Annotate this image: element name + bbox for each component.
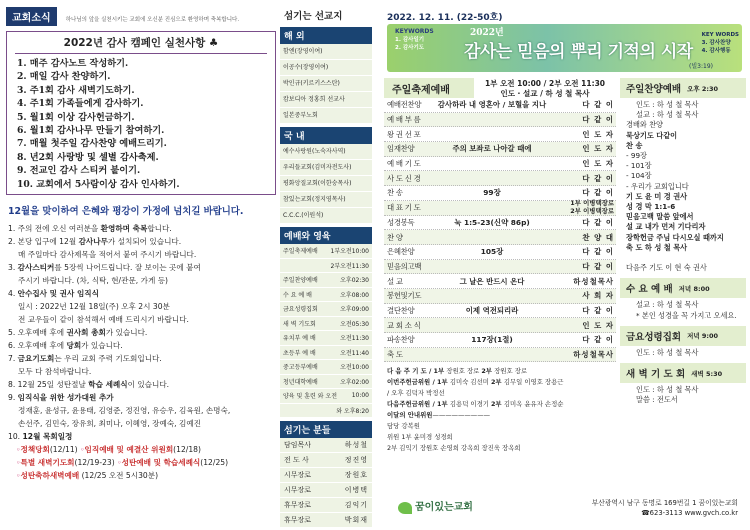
- notice-subline: 모두 다 참석바랍니다.: [18, 367, 92, 377]
- worship-order-row: [384, 245, 616, 260]
- dawn-prayer-info: [620, 383, 746, 407]
- worship-order-row: [384, 260, 616, 275]
- notice-item: [8, 235, 276, 261]
- mission-title: 섬기는 선교지: [280, 6, 372, 24]
- notice-item: [8, 326, 276, 339]
- order-content: 그 날은 반드시 온다: [459, 276, 525, 286]
- duty-row: [387, 399, 613, 410]
- order-person: 다 같 이: [582, 100, 614, 110]
- wednesday-service-header: 수 요 예 배 저녁 8:00: [620, 278, 746, 298]
- mission-item: 우리들교회(김미자전도사): [280, 160, 372, 176]
- worship-order-list: [384, 98, 616, 362]
- schedule-row: [280, 346, 372, 361]
- servant-role: 시무장로: [284, 471, 312, 479]
- notice-text: 6. 오후예배 후에: [8, 341, 67, 351]
- servant-row: [280, 468, 372, 483]
- notice-bold: 환영하며 축복: [100, 224, 148, 234]
- schedule-time: 2부오전11:30: [330, 262, 369, 270]
- schedule-row: [280, 375, 372, 390]
- service-line: 말씀 : 전도서: [636, 395, 678, 405]
- order-name: 축 도: [387, 350, 403, 360]
- order-name: 성경봉독: [387, 217, 415, 227]
- schedule-item: [8, 443, 276, 456]
- worship-order-row: [384, 142, 616, 157]
- notice-item: [8, 261, 276, 287]
- notice-text: 가 설치되어 있습니다.: [107, 237, 182, 247]
- notice-subline: 전 교우들이 같이 참석해서 예배 드리시기 바랍니다.: [18, 315, 189, 325]
- worship-order-row: [384, 98, 616, 113]
- praise-line: - 우리가 교회입니다: [626, 181, 689, 191]
- campaign-item: 8. 년2회 사랑방 및 셀별 감사축제.: [17, 151, 159, 163]
- servants-label: 섬기는 분들: [280, 421, 372, 438]
- notice-text: 합니다.: [147, 224, 172, 234]
- worship-order-row: [384, 216, 616, 231]
- notice-text: 는 우리 교회 주력 기도회입니다.: [54, 354, 162, 364]
- schedule-name: 성탄예배 및 학습세례식: [121, 458, 201, 468]
- servant-row: [280, 513, 372, 528]
- keywords-left: KEYWORDS 1. 감사일기 2. 감사기도: [395, 28, 434, 51]
- domestic-label: 국 내: [280, 127, 372, 144]
- praise-line: [626, 192, 740, 202]
- notice-subline: 주시기 바랍니다. (차, 식탁, 현/관문, 가게 등): [18, 276, 168, 286]
- worship-order-row: [384, 289, 616, 304]
- worship-order-row: [384, 157, 616, 172]
- praise-line: [626, 243, 740, 253]
- campaign-item: 9. 전교인 감사 스티커 붙이기.: [17, 165, 141, 177]
- notice-text: 9.: [8, 393, 18, 403]
- order-name: 찬 송: [387, 188, 403, 198]
- praise-service-order: [620, 98, 746, 275]
- worship-order-row: [384, 318, 616, 333]
- campaign-box: [6, 31, 276, 195]
- order-content: 117장(1절): [471, 335, 513, 345]
- notice-bold: 당회: [66, 341, 82, 351]
- notice-text: 이 있습니다.: [127, 380, 170, 390]
- duty-label: 2부: [490, 378, 504, 387]
- mission-item: C.C.C.(이원석): [280, 208, 372, 224]
- servant-name: 박회재: [344, 516, 368, 524]
- notice-item: [8, 391, 276, 430]
- order-name: 사 도 신 경: [387, 173, 421, 183]
- servant-role: 전 도 사: [284, 456, 309, 464]
- praise-line: - 99장: [626, 151, 647, 161]
- service-line: 인도 : 하 성 철 목사: [636, 347, 699, 357]
- order-person: 사 회 자: [582, 291, 614, 301]
- schedule-time: 10:00: [351, 392, 369, 400]
- duty-label: 이달의 안내위원: [387, 411, 433, 420]
- mission-item: 예수사랑원(노숙자사역): [280, 144, 372, 160]
- theme-year: 2022년: [470, 28, 504, 38]
- praise-bold: 믿음고백 말씀 앞에서: [626, 212, 694, 222]
- service-line: 설교 : 하 성 철 목사: [636, 300, 699, 310]
- duty-row: [387, 366, 613, 377]
- servant-row: [280, 453, 372, 468]
- order-name: 예 배 부 름: [387, 115, 421, 125]
- servant-name: 이병택: [344, 486, 368, 494]
- order-name: 결단찬양: [387, 305, 415, 315]
- schedule-row: [280, 360, 372, 375]
- order-person: 다 같 이: [582, 217, 614, 227]
- schedule-time: 오전05:30: [340, 320, 369, 328]
- praise-bold: 장학헌금 주님 다시오실 때까지: [626, 232, 724, 242]
- worship-schedule-list: [280, 244, 372, 418]
- theme-reference: (빌3:19): [689, 63, 713, 70]
- duty-roster: [384, 364, 616, 456]
- notice-text: 7.: [8, 354, 18, 364]
- overseas-list: [280, 44, 372, 124]
- duty-row: [387, 388, 613, 399]
- mission-item: 일본중부노회: [280, 108, 372, 124]
- duty-names: 장원호 장로: [494, 367, 528, 376]
- order-person: 인 도 자: [582, 144, 614, 154]
- notice-text: 3.: [8, 263, 18, 273]
- worship-order-row: [384, 230, 616, 245]
- notice-bold: 12월 목회일정: [22, 432, 73, 442]
- servant-row: [280, 483, 372, 498]
- campaign-list: [7, 57, 275, 191]
- duty-names: 김미숙 김선미: [449, 378, 491, 387]
- schedule-time: 오후09:00: [340, 306, 369, 314]
- praise-line: [626, 202, 740, 212]
- schedule-time: 1부오전10:00: [330, 248, 369, 256]
- schedule-date: (12/19-23): [74, 458, 118, 468]
- theme-title: 감사는 믿음의 뿌리 기적의 시작: [464, 42, 693, 62]
- schedule-name: 특별 새벽기도회: [20, 458, 75, 468]
- campaign-item: 7. 매월 첫주일 감사찬양 예배드리기.: [17, 138, 167, 150]
- order-person-line: 2부 이병택장로: [570, 206, 614, 215]
- worship-order-row: [384, 113, 616, 128]
- schedule-time: 오후02:30: [340, 277, 369, 285]
- dawn-prayer-header: 새 벽 기 도 회 새벽 5:30: [620, 363, 746, 383]
- order-name: 찬 양: [387, 232, 403, 242]
- schedule-time: 오전10:00: [340, 364, 369, 372]
- church-news-column: [6, 6, 276, 524]
- praise-bold: 성 경 막 1:1-6: [626, 202, 676, 212]
- order-name: 믿음의고백: [387, 261, 422, 271]
- schedule-label: 수 요 예 배: [283, 291, 312, 299]
- praise-service-header: 주일찬양예배 오후 2:30: [620, 78, 746, 98]
- notice-item: [8, 430, 276, 443]
- notice-text: 4.: [8, 289, 18, 299]
- worship-order-row: [384, 127, 616, 142]
- schedule-item: [8, 469, 276, 482]
- order-name: 교 회 소 식: [387, 320, 421, 330]
- notice-bold: 금요기도회: [17, 354, 55, 364]
- order-content: 105장: [480, 247, 504, 257]
- worship-schedule-label: 예배와 영육: [280, 227, 372, 244]
- order-person: 인 도 자: [582, 320, 614, 330]
- notice-text: 가 있습니다.: [81, 341, 123, 351]
- servant-row: [280, 498, 372, 513]
- notice-text: 10.: [8, 432, 23, 442]
- praise-line: [626, 131, 740, 141]
- notice-subline: 매 주일마다 감사제목을 적어서 붙여 주시기 바랍니다.: [18, 250, 197, 260]
- church-address: 부산광역시 남구 동명로 169번길 1 꿈이있는교회 ☎623-3113 www.gvch.co.kr: [591, 499, 738, 517]
- campaign-item: 4. 주1회 가족들에게 감사하기.: [17, 98, 144, 110]
- mission-column: [280, 6, 372, 524]
- schedule-row: [280, 288, 372, 303]
- order-name: 예배전찬양: [387, 100, 422, 110]
- order-person: 인 도 자: [582, 159, 614, 169]
- notice-subline: 일시 : 2022년 12월 18일(주) 오후 2시 30분: [18, 302, 170, 312]
- duty-label: 다 음 주 기 도 / 1부: [387, 367, 447, 376]
- campaign-item: 5. 월1회 이상 감사헌금하기.: [17, 111, 135, 123]
- servant-name: 하성철: [344, 441, 368, 449]
- servant-role: 시무장로: [284, 486, 312, 494]
- schedule-time: 오후02:00: [340, 378, 369, 386]
- worship-order-row: [384, 274, 616, 289]
- order-name: 왕 권 선 포: [387, 129, 421, 139]
- bulletin-header: [377, 6, 745, 76]
- order-person: 하성철목사: [573, 350, 614, 360]
- schedule-row: [280, 317, 372, 332]
- notice-bold: 학습 세례식: [88, 380, 128, 390]
- schedule-date: (12/11): [49, 445, 81, 455]
- schedule-row: [280, 389, 372, 404]
- church-logo-icon: [398, 502, 412, 514]
- bullet-icon: ◦: [16, 445, 21, 455]
- overseas-label: 해 외: [280, 27, 372, 44]
- worship-order-row: [384, 304, 616, 319]
- schedule-row: [280, 404, 372, 419]
- mission-item: 평화앙질교회(이한숭목사): [280, 176, 372, 192]
- schedule-label: 중고등부예배: [283, 364, 318, 372]
- schedule-date: (12/18): [173, 445, 201, 455]
- servant-name: 정진영: [344, 456, 368, 464]
- notice-bold: 감사스티커: [17, 263, 55, 273]
- campaign-item: 6. 월1회 감사나무 만들기 참여하기.: [17, 125, 165, 137]
- schedule-label: 금요성령집회: [283, 306, 318, 314]
- order-content: 99장: [483, 188, 501, 198]
- order-person: 다 같 이: [582, 173, 614, 183]
- notice-text: 5. 오후예배 후에: [8, 328, 67, 338]
- schedule-date: (12/25 오전 5시30분): [79, 471, 159, 481]
- order-name: 봉헌및기도: [387, 291, 422, 301]
- duty-label: 2부: [481, 367, 495, 376]
- order-name: 설 교: [387, 276, 403, 286]
- order-name: 임재찬양: [387, 144, 415, 154]
- schedule-label: 청년대학예배: [283, 378, 318, 386]
- notice-subline: 정재훈, 윤성규, 윤용태, 김영준, 정진영, 유승우, 김육원, 손명숙,: [18, 406, 231, 416]
- praise-bold: 기 도 윤 미 경 권사: [626, 191, 688, 201]
- duty-row: [387, 377, 613, 388]
- order-content: 감사하라 내 영혼아 / 보혈을 지나: [437, 100, 547, 110]
- schedule-name: 정책당회: [20, 445, 50, 455]
- worship-title: 주일축제예배: [384, 78, 474, 98]
- order-person: 하성철목사: [573, 276, 614, 286]
- campaign-item: 10. 교회에서 5사람이상 감사 인사하기.: [17, 178, 180, 190]
- campaign-item: 3. 주1회 감사 새벽기도하기.: [17, 84, 135, 96]
- friday-service-info: [620, 346, 746, 360]
- praise-line: [626, 222, 740, 232]
- schedule-label: 주일찬양예배: [283, 277, 318, 285]
- praise-bold: 찬 송: [626, 140, 643, 150]
- praise-line: 설교 : 하 성 철 목사: [636, 110, 699, 120]
- schedule-item: [8, 456, 276, 469]
- schedule-label: 초등부 예 배: [283, 349, 316, 357]
- order-person: 다 같 이: [582, 188, 614, 198]
- servant-name: 장원호: [344, 471, 368, 479]
- praise-line: [626, 141, 740, 151]
- order-content: 눅 1:5-23(신약 86p): [454, 217, 530, 227]
- praise-line: - 104장: [626, 171, 652, 181]
- schedule-time: 오전11:40: [340, 349, 369, 357]
- praise-bold: 설 교 내가 먼저 기다리자: [626, 222, 706, 232]
- duty-label: 다음주헌금위원 / 1부: [387, 400, 450, 409]
- schedule-label: 주일축제예배: [283, 248, 318, 256]
- duty-names: 김미옥 윤유자 손정순: [503, 400, 564, 409]
- order-person: 다 같 이: [582, 247, 614, 257]
- praise-line: [626, 233, 740, 243]
- mission-item: 이공수(장영이여): [280, 60, 372, 76]
- worship-time: 1부 오전 10:00 / 2부 오전 11:30 인도 · 설교 / 하 성 철 목사: [484, 79, 606, 98]
- order-name: 예 배 기 도: [387, 159, 421, 169]
- duty-names: 장원호 장로: [446, 367, 482, 376]
- order-content: 이제 역전되리라: [465, 305, 519, 315]
- worship-order-row: [384, 333, 616, 348]
- schedule-row: [280, 244, 372, 259]
- notice-bold: 임직식을 위한 성가대원 추가: [17, 393, 114, 403]
- schedule-row: [280, 331, 372, 346]
- order-person: 찬 양 대: [582, 232, 614, 242]
- duty-label: 이번주헌금위원 / 1부: [387, 378, 450, 387]
- other-services-column: [620, 78, 746, 496]
- schedule-name: 성탄축하새벽예배: [20, 471, 80, 481]
- duty-row: [387, 443, 613, 454]
- notice-subline: 손선주, 김민숙, 장유희, 최미나, 이혜영, 장예숙, 김예진: [18, 419, 202, 429]
- bullet-icon: ◦: [16, 458, 21, 468]
- duty-names: 담당 강복원: [387, 422, 420, 431]
- order-person: 다 같 이: [582, 305, 614, 315]
- bulletin-date: 2022. 12. 11. (22-50호): [387, 13, 503, 23]
- praise-bold: 묵상기도 다같이: [626, 130, 678, 140]
- praise-bold: 축 도 하 성 철 목사: [626, 242, 688, 252]
- order-name: 파송찬양: [387, 335, 415, 345]
- schedule-label: 양육 및 훈련 와 오전: [283, 393, 337, 401]
- order-person: 다 같 이: [582, 261, 614, 271]
- servants-list: [280, 438, 372, 528]
- service-line: * 본인 성경을 꼭 가지고 오세요.: [636, 310, 737, 320]
- mission-item: 박인규(키르키스스탄): [280, 76, 372, 92]
- duty-row: [387, 410, 613, 421]
- notice-text: 1. 주의 전에 오신 여러분을: [8, 224, 101, 234]
- notice-item: [8, 339, 276, 352]
- worship-header: [384, 78, 616, 98]
- duty-names: 위원 1부 윤미경 성경희: [387, 433, 453, 442]
- order-name: 대 표 기 도: [387, 203, 421, 213]
- duty-names: 김무일 이영호 장용근: [503, 378, 564, 387]
- notice-heading: 12월을 맞이하여 은혜와 평강이 가정에 넘치길 바랍니다.: [8, 206, 244, 218]
- praise-line: 경배와 찬양: [626, 120, 664, 130]
- praise-line: 다음주 기도 이 현 숙 권사: [626, 263, 707, 273]
- notice-text: 가 있습니다.: [105, 328, 148, 338]
- schedule-name: 임직예배 및 예결산 위원회: [84, 445, 174, 455]
- servant-role: 휴무장로: [284, 516, 312, 524]
- praise-line: [626, 212, 740, 222]
- mission-item: 함엔(장영이여): [280, 44, 372, 60]
- schedule-time: 와 오후8:20: [336, 407, 369, 415]
- notice-text: 8. 12월 25일 성탄절날: [8, 380, 89, 390]
- bullet-icon: ◦: [16, 471, 21, 481]
- bullet-icon: ◦: [117, 458, 122, 468]
- worship-order-row: [384, 171, 616, 186]
- service-line: 인도 : 하 성 철 목사: [636, 385, 699, 395]
- notice-list: [6, 222, 276, 482]
- servant-role: 담임목사: [284, 441, 312, 449]
- order-name: 은혜찬양: [387, 247, 415, 257]
- notice-text: 를 5장씩 나어드립니다. 잘 보이는 곳에 붙여: [54, 263, 201, 273]
- schedule-label: 유치부 예 배: [283, 335, 316, 343]
- campaign-item: 2. 매일 감사 찬양하기.: [17, 71, 111, 83]
- notice-item: [8, 222, 276, 235]
- schedule-time: 오전11:30: [340, 335, 369, 343]
- duty-row: [387, 421, 613, 432]
- friday-service-header: 금요성령집회 저녁 9:00: [620, 326, 746, 346]
- welcome-note: 하나님의 앞을 실천시키는 교회에 오신분 진심으로 환영하며 축복합니다.: [65, 17, 240, 23]
- servant-name: 김익기: [344, 501, 368, 509]
- bullet-icon: ◦: [80, 445, 85, 455]
- order-person: [556, 200, 616, 215]
- campaign-item: 1. 매주 감사노트 작성하기.: [17, 58, 129, 69]
- schedule-row: [280, 259, 372, 274]
- order-person: 다 같 이: [582, 335, 614, 345]
- schedule-row: [280, 302, 372, 317]
- mission-item: 참있는교회(정지영목사): [280, 192, 372, 208]
- church-news-tag: 교회소식: [6, 7, 57, 26]
- order-person: 다 같 이: [582, 115, 614, 125]
- notice-bold: 감사나무: [78, 237, 108, 247]
- servant-row: [280, 438, 372, 453]
- schedule-label: 새 벽 기도회: [283, 320, 316, 328]
- schedule-time: 오후08:00: [340, 291, 369, 299]
- worship-order-row: [384, 348, 616, 363]
- order-person: 인 도 자: [582, 129, 614, 139]
- notice-item: [8, 378, 276, 391]
- domestic-list: [280, 144, 372, 224]
- wednesday-service-info: [620, 298, 746, 322]
- praise-line: [626, 253, 740, 263]
- duty-row: [387, 432, 613, 443]
- duty-names: 김용덕 이경기: [449, 400, 491, 409]
- church-logo: 꿈이있는교회: [398, 498, 473, 514]
- praise-line: 인도 : 하 성 철 목사: [636, 100, 699, 109]
- worship-order-row: [384, 201, 616, 216]
- servant-role: 휴무장로: [284, 501, 312, 509]
- order-content: 주의 보좌로 나아갈 때에: [452, 144, 532, 154]
- duty-names: 2부 김익기 장원호 손영희 강옥희 장진욱 장옥희: [387, 444, 521, 453]
- campaign-title: 2022년 감사 캠페인 실천사항 ♣: [15, 32, 267, 54]
- praise-line: - 101장: [626, 161, 652, 171]
- duty-names: —————————: [432, 411, 490, 420]
- keywords-right: KEY WORDS 3. 감사찬양 4. 감사행동: [701, 32, 739, 54]
- notice-bold: 권사회 총회: [66, 328, 106, 338]
- notice-bold: 안수집사 및 권사 임직식: [17, 289, 99, 299]
- notice-text: 2. 본당 입구에 12월: [8, 237, 79, 247]
- mission-item: 캄보디아 정홍희 선교사: [280, 92, 372, 108]
- schedule-row: [280, 273, 372, 288]
- duty-label: 2부: [490, 400, 504, 409]
- notice-item: [8, 352, 276, 378]
- sunday-worship-order: [384, 78, 616, 506]
- notice-item: [8, 287, 276, 326]
- order-person-line: 1부 이병택장로: [570, 199, 614, 208]
- schedule-date: (12/25): [200, 458, 229, 468]
- duty-names: / 오후 김덕자 박정선: [387, 389, 445, 398]
